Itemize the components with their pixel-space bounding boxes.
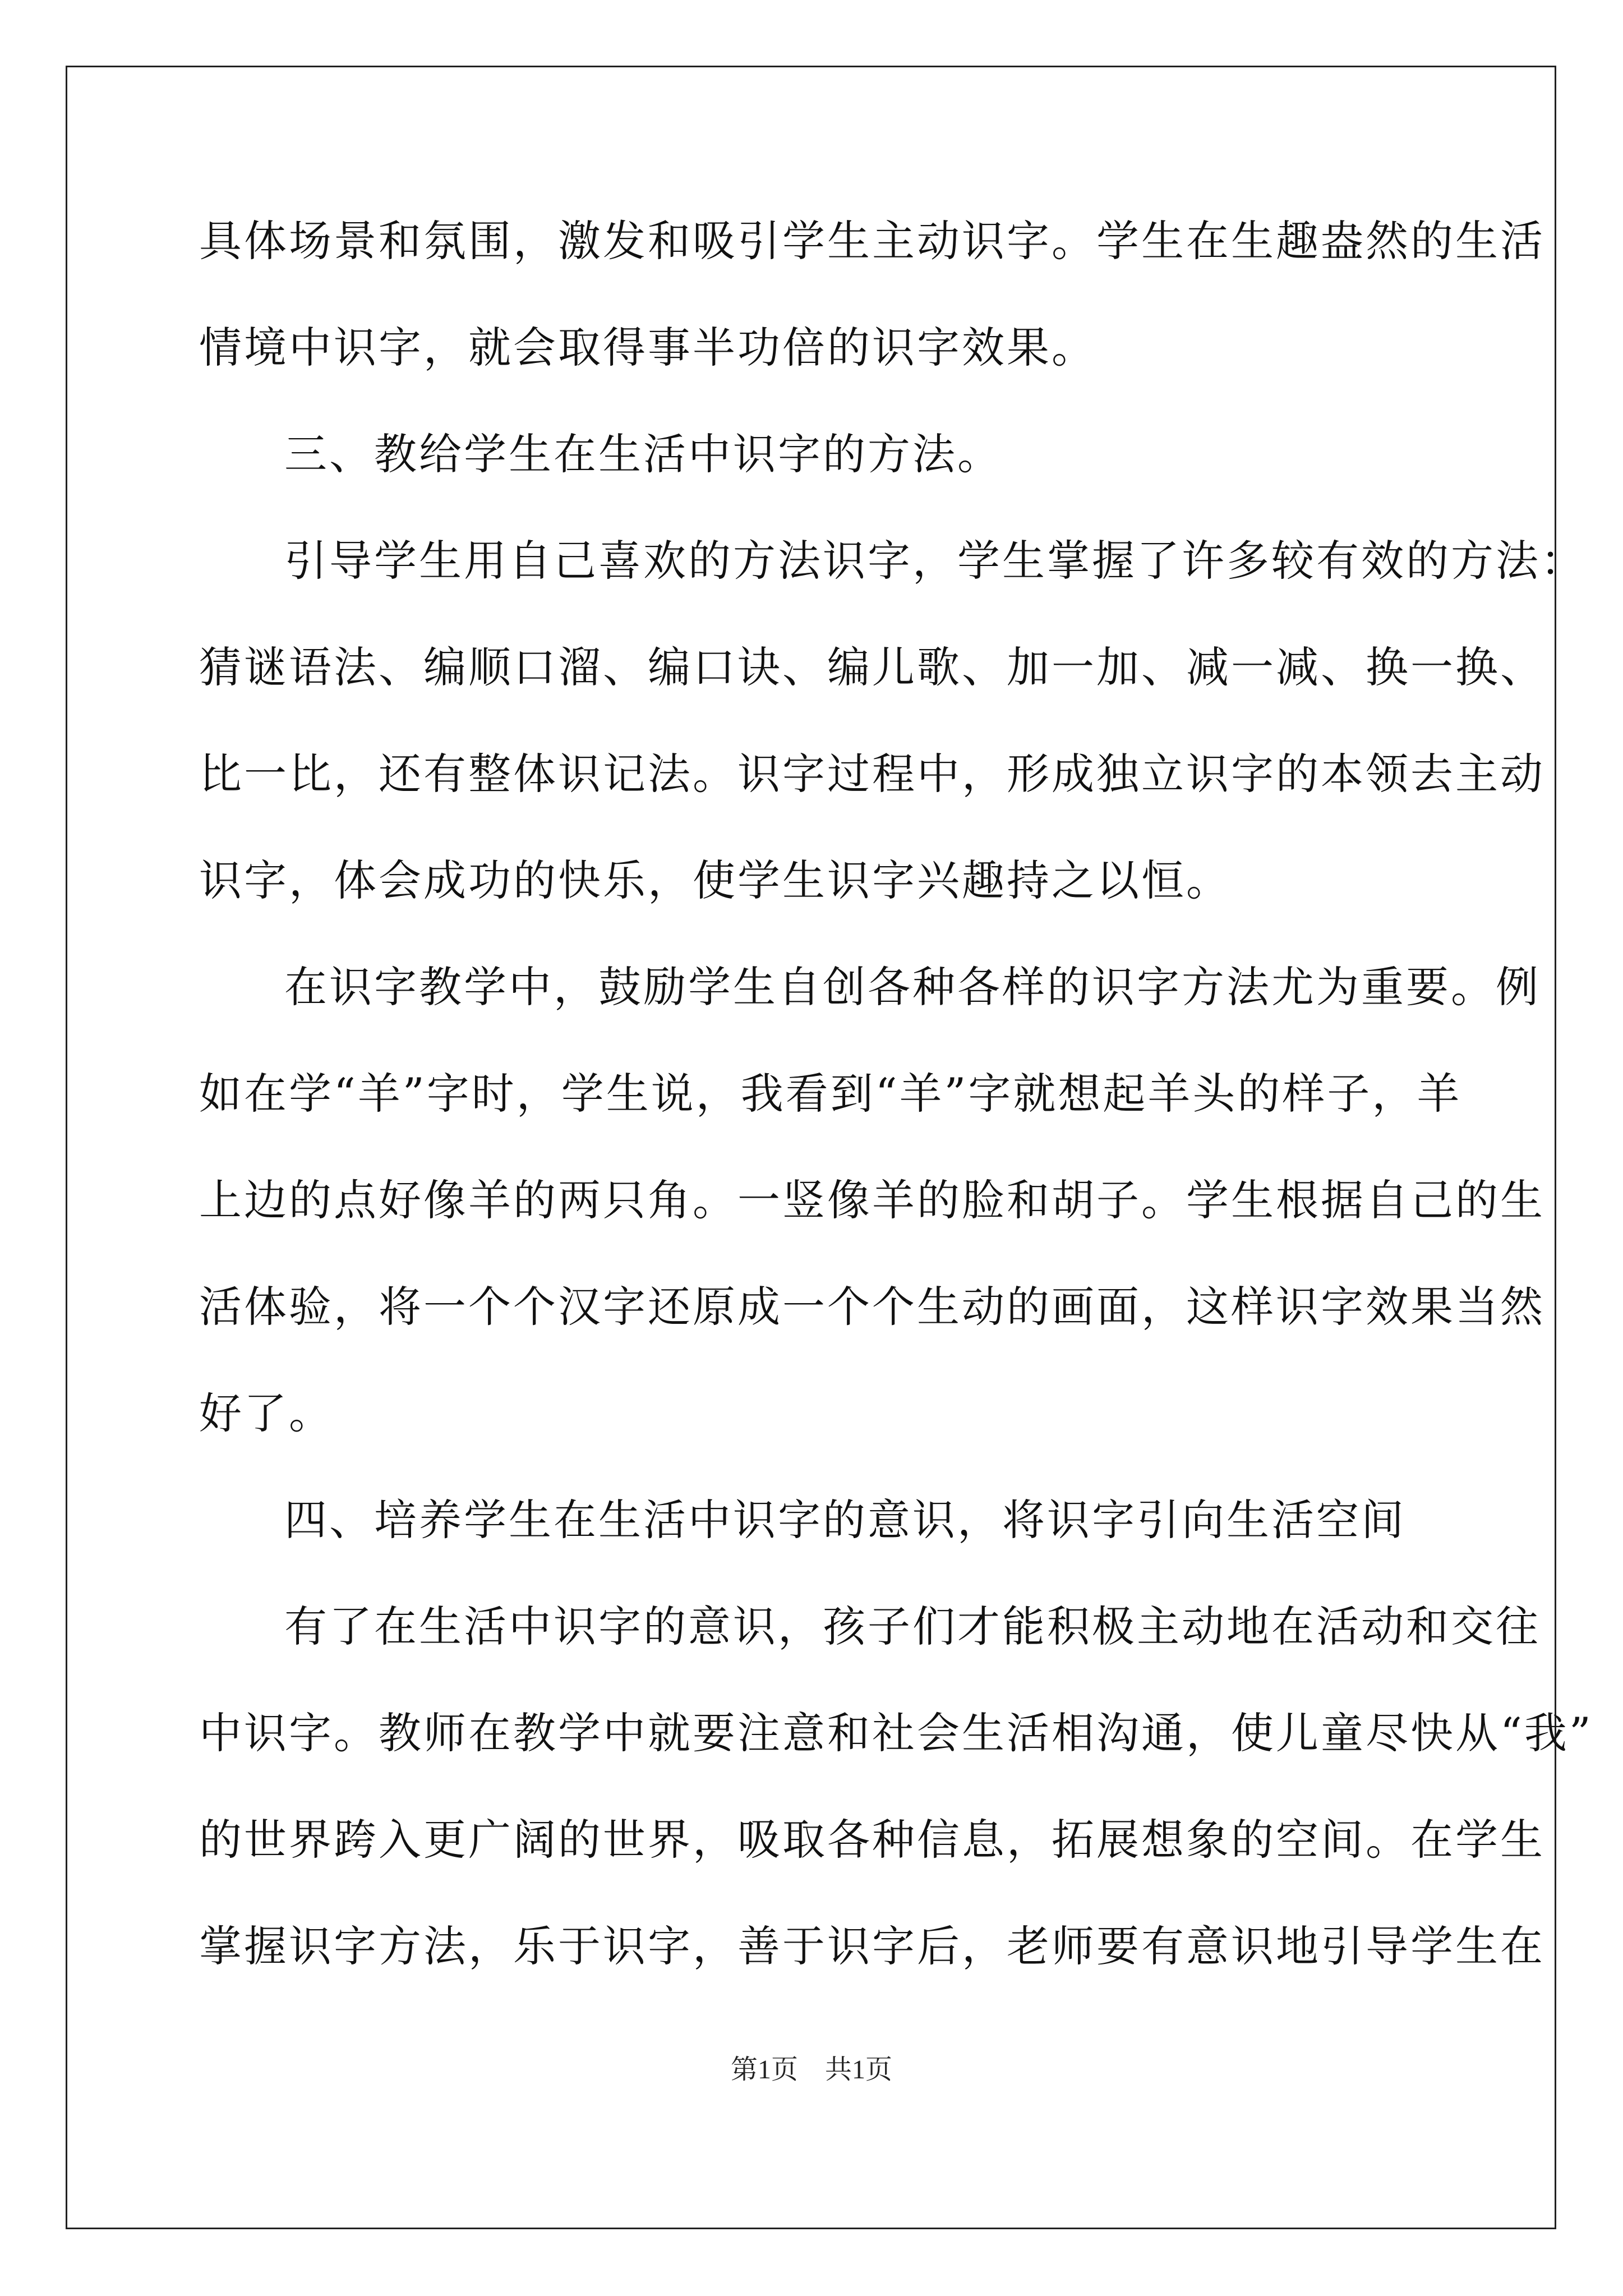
text-line: 引导学生用自己喜欢的方法识字，学生掌握了许多较有效的方法： (284, 536, 1585, 586)
text-line: 识字，体会成功的快乐，使学生识字兴趣持之以恒。 (199, 855, 1231, 905)
section-heading: 三、教给学生在生活中识字的方法。 (284, 429, 1002, 479)
text-line: 中识字。教师在教学中就要注意和社会生活相沟通，使儿童尽快从“我” (199, 1708, 1593, 1758)
text-line: 好了。 (199, 1388, 334, 1438)
page-number-footer: 第1页 共1页 (730, 2055, 892, 2085)
text-line: 活体验，将一个个汉字还原成一个个生动的画面，这样识字效果当然 (199, 1282, 1545, 1332)
text-line: 的世界跨入更广阔的世界，吸取各种信息，拓展想象的空间。在学生 (199, 1815, 1545, 1865)
text-line: 上边的点好像羊的两只角。一竖像羊的脸和胡子。学生根据自己的生 (199, 1175, 1545, 1225)
text-line: 具体场景和氛围，激发和吸引学生主动识字。学生在生趣盎然的生活 (199, 216, 1545, 266)
text-line: 有了在生活中识字的意识，孩子们才能积极主动地在活动和交往 (284, 1602, 1541, 1651)
section-heading: 四、培养学生在生活中识字的意识，将识字引向生活空间 (284, 1495, 1406, 1545)
text-line: 比一比，还有整体识记法。识字过程中，形成独立识字的本领去主动 (199, 749, 1545, 799)
text-line: 如在学“羊”字时，学生说，我看到“羊”字就想起羊头的样子，羊 (199, 1069, 1462, 1119)
text-line: 在识字教学中，鼓励学生自创各种各样的识字方法尤为重要。例 (284, 962, 1541, 1012)
text-line: 猜谜语法、编顺口溜、编口诀、编儿歌、加一加、减一减、换一换、 (199, 642, 1545, 692)
page-frame (66, 66, 1593, 2229)
text-line: 掌握识字方法，乐于识字，善于识字后，老师要有意识地引导学生在 (199, 1921, 1545, 1971)
text-line: 情境中识字，就会取得事半功倍的识字效果。 (199, 323, 1096, 372)
